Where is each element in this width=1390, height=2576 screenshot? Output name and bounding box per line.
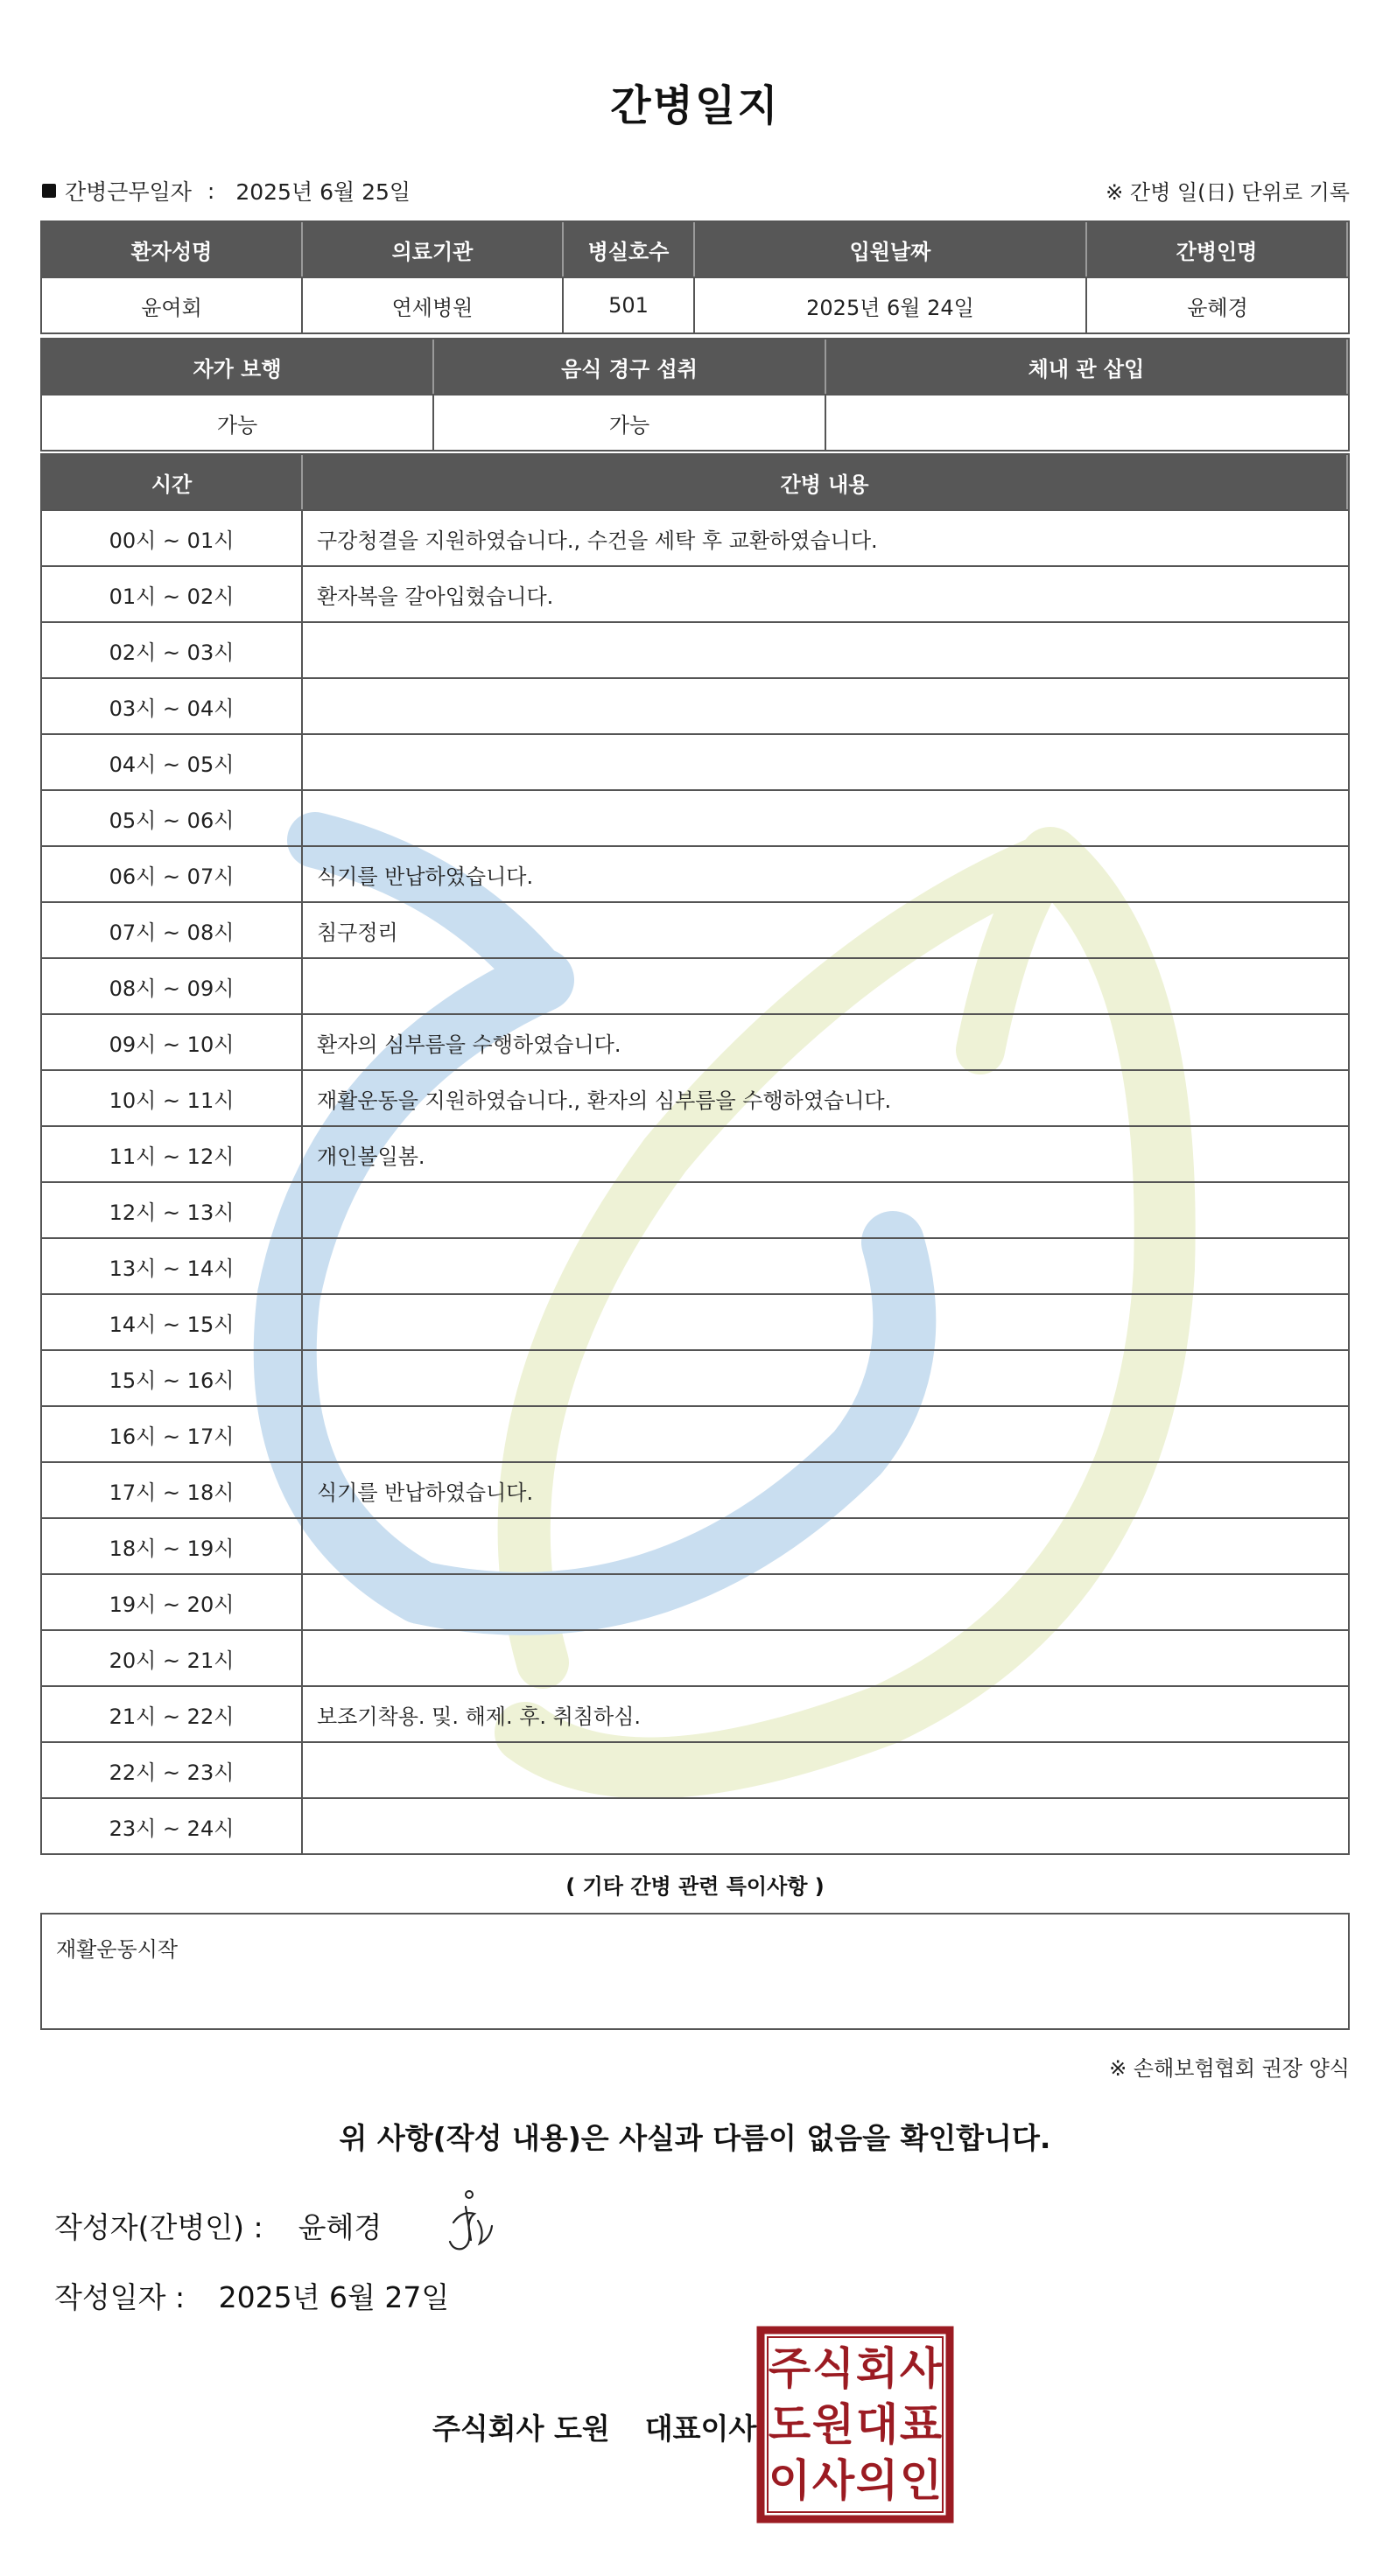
seal-glyph: 이 [768, 2455, 811, 2506]
write-date-line [54, 2275, 449, 2316]
header-patient-name: 환자성명 [42, 222, 303, 276]
log-time-cell: 12시 ~ 13시 [42, 1181, 303, 1237]
log-time-cell: 20시 ~ 21시 [42, 1629, 303, 1685]
etc-notes-content: 재활운동시작 [56, 1937, 179, 1962]
log-time-cell: 13시 ~ 14시 [42, 1237, 303, 1293]
log-content-cell [303, 957, 1348, 1013]
company-representative: 대표이사 [644, 2412, 757, 2446]
patient-name: 윤여회 [42, 276, 303, 332]
log-content-cell: 보조기착용. 및. 해제. 후. 취침하심. [303, 1685, 1348, 1741]
log-content-cell [303, 621, 1348, 677]
etc-notes-title: ( 기타 간병 관련 특이사항 ) [565, 1874, 825, 1899]
work-date-label: 간병근무일자 [65, 179, 192, 205]
log-time-cell: 21시 ~ 22시 [42, 1685, 303, 1741]
header-admission-date: 입원날짜 [695, 222, 1087, 276]
log-content-cell: 식기를 반납하였습니다. [303, 1461, 1348, 1517]
log-content-cell [303, 1517, 1348, 1573]
hospital-name: 연세병원 [303, 276, 564, 332]
handwritten-signature [427, 2188, 532, 2258]
work-date [42, 175, 411, 206]
log-content-cell: 식기를 반납하였습니다. [303, 845, 1348, 901]
log-time-cell: 11시 ~ 12시 [42, 1125, 303, 1181]
seal-glyph: 회 [855, 2343, 899, 2394]
company-seal-stamp [756, 2326, 954, 2524]
patient-info-table [40, 220, 1350, 334]
seal-glyph: 주 [768, 2343, 811, 2394]
log-content-cell [303, 1181, 1348, 1237]
log-time-cell: 22시 ~ 23시 [42, 1741, 303, 1797]
log-content-cell [303, 1629, 1348, 1685]
log-time-cell: 08시 ~ 09시 [42, 957, 303, 1013]
log-time-cell: 15시 ~ 16시 [42, 1349, 303, 1405]
seal-glyph: 의 [855, 2455, 899, 2506]
confirm-statement: 위 사항(작성 내용)은 사실과 다름이 없음을 확인합니다. [339, 2121, 1051, 2155]
log-time-cell: 16시 ~ 17시 [42, 1405, 303, 1461]
square-bullet-icon [42, 184, 56, 198]
log-time-cell: 19시 ~ 20시 [42, 1573, 303, 1629]
log-time-cell: 18시 ~ 19시 [42, 1517, 303, 1573]
write-date-label: 작성일자 : [54, 2280, 186, 2314]
log-content-cell [303, 1237, 1348, 1293]
log-time-cell: 02시 ~ 03시 [42, 621, 303, 677]
log-time-cell: 09시 ~ 10시 [42, 1013, 303, 1069]
etc-notes-box [40, 1913, 1350, 2030]
writer-name: 윤혜경 [298, 2210, 383, 2244]
log-time-cell: 17시 ~ 18시 [42, 1461, 303, 1517]
log-time-cell: 06시 ~ 07시 [42, 845, 303, 901]
log-time-cell: 23시 ~ 24시 [42, 1797, 303, 1853]
log-time-cell: 01시 ~ 02시 [42, 565, 303, 621]
log-time-cell: 03시 ~ 04시 [42, 677, 303, 733]
header-oral-intake: 음식 경구 섭취 [434, 340, 826, 394]
log-content-cell: 침구정리 [303, 901, 1348, 957]
log-content-cell [303, 733, 1348, 789]
header-care-content: 간병 내용 [303, 455, 1348, 509]
log-content-cell [303, 1741, 1348, 1797]
log-time-cell: 04시 ~ 05시 [42, 733, 303, 789]
log-content-cell [303, 1405, 1348, 1461]
header-walking: 자가 보행 [42, 340, 434, 394]
room-number: 501 [564, 276, 695, 332]
seal-glyph: 도 [768, 2399, 811, 2450]
seal-glyph: 표 [899, 2399, 943, 2450]
seal-glyph: 원 [811, 2399, 855, 2450]
log-time-cell: 07시 ~ 08시 [42, 901, 303, 957]
walking-status: 가능 [42, 394, 434, 450]
header-room: 병실호수 [564, 222, 695, 276]
header-caregiver: 간병인명 [1087, 222, 1348, 276]
seal-glyph: 식 [811, 2343, 855, 2394]
work-date-value: 2025년 6월 25일 [235, 179, 411, 205]
caregiver-name: 윤혜경 [1087, 276, 1348, 332]
log-content-cell [303, 1573, 1348, 1629]
log-content-cell: 환자복을 갈아입혔습니다. [303, 565, 1348, 621]
seal-glyph: 사 [899, 2343, 943, 2394]
log-content-cell [303, 789, 1348, 845]
log-content-cell [303, 1293, 1348, 1349]
seal-glyph: 대 [855, 2399, 899, 2450]
header-time: 시간 [42, 455, 303, 509]
page-title: 간병일지 [610, 81, 780, 130]
company-line [432, 2406, 756, 2447]
oral-intake-status: 가능 [434, 394, 826, 450]
log-time-cell: 14시 ~ 15시 [42, 1293, 303, 1349]
tube-insertion-status [826, 394, 1348, 450]
seal-glyph: 사 [811, 2455, 855, 2506]
care-log-table [40, 453, 1350, 1855]
work-date-separator: : [207, 178, 215, 204]
log-time-cell: 10시 ~ 11시 [42, 1069, 303, 1125]
writer-label: 작성자(간병인) : [54, 2210, 263, 2244]
recommend-note: ※ 손해보험협회 권장 양식 [1109, 2056, 1350, 2081]
log-content-cell: 구강청결을 지원하였습니다., 수건을 세탁 후 교환하였습니다. [303, 509, 1348, 565]
record-note: ※ 간병 일(日) 단위로 기록 [1106, 180, 1350, 205]
log-time-cell: 05시 ~ 06시 [42, 789, 303, 845]
header-tube-insertion: 체내 관 삽입 [826, 340, 1348, 394]
log-content-cell: 환자의 심부름을 수행하였습니다. [303, 1013, 1348, 1069]
writer-line [54, 2205, 382, 2246]
admission-date: 2025년 6월 24일 [695, 276, 1087, 332]
log-content-cell [303, 1349, 1348, 1405]
log-content-cell: 재활운동을 지원하였습니다., 환자의 심부름을 수행하였습니다. [303, 1069, 1348, 1125]
header-hospital: 의료기관 [303, 222, 564, 276]
write-date-value: 2025년 6월 27일 [218, 2280, 450, 2314]
patient-status-table [40, 338, 1350, 452]
log-content-cell [303, 1797, 1348, 1853]
log-time-cell: 00시 ~ 01시 [42, 509, 303, 565]
seal-glyph: 인 [899, 2455, 943, 2506]
log-content-cell [303, 677, 1348, 733]
log-content-cell: 개인볼일봄. [303, 1125, 1348, 1181]
company-name: 주식회사 도원 [432, 2412, 610, 2446]
